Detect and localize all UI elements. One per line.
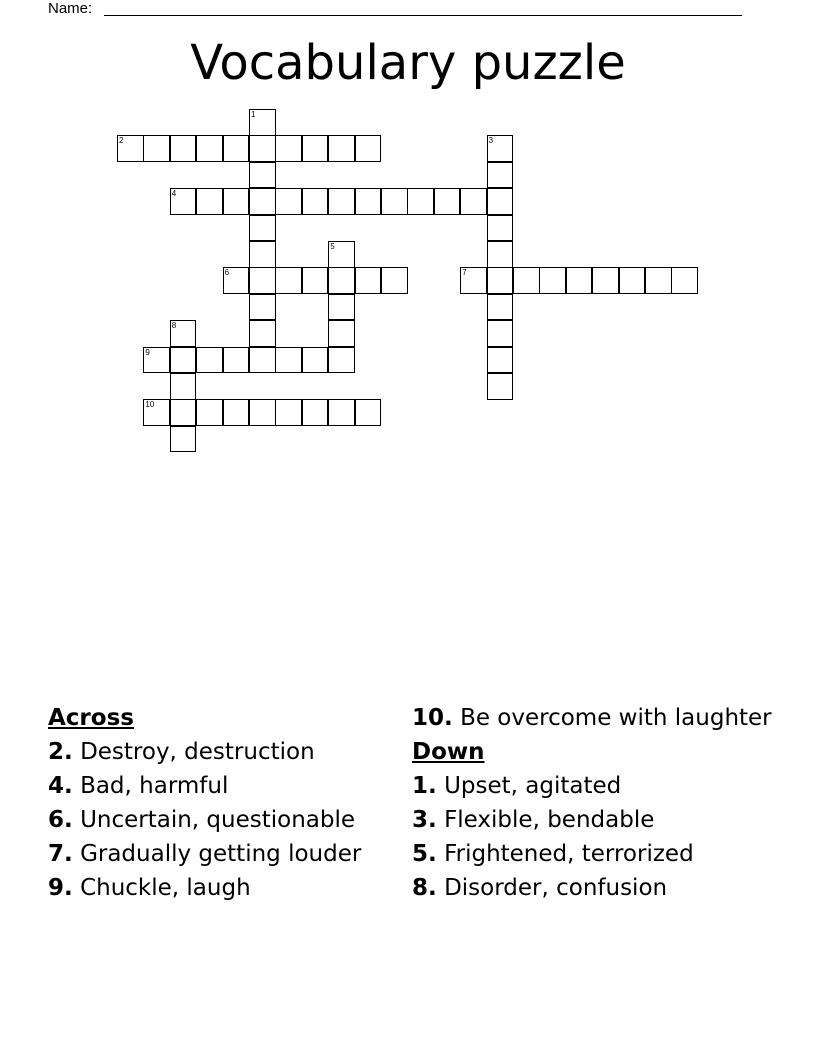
clue-down-3 [412,806,772,834]
grid-cell[interactable] [487,241,514,268]
grid-cell[interactable] [407,188,434,215]
grid-cell[interactable] [170,320,197,347]
grid-cell[interactable] [170,426,197,453]
grid-cell[interactable] [460,267,487,294]
grid-cell[interactable] [355,188,382,215]
clue-number-label: 1 [251,110,256,119]
clue-number-label: 6 [224,268,230,278]
grid-cell[interactable] [355,267,382,294]
grid-cell[interactable] [223,135,250,162]
grid-cell[interactable] [302,188,329,215]
grid-cell[interactable] [170,188,197,215]
clue-number-label: 3 [488,136,494,146]
clue-number: 7. [48,841,73,867]
clue-number-label: 9 [145,347,150,357]
grid-cell[interactable] [143,347,170,374]
grid-cell[interactable] [249,399,276,426]
grid-cell[interactable] [513,267,540,294]
clue-number-label: 2 [119,136,124,146]
clue-across-4 [48,772,378,800]
grid-cell[interactable] [249,162,276,189]
clue-number: 9. [48,875,73,901]
grid-cell[interactable] [170,347,197,374]
grid-cell[interactable] [249,215,276,242]
grid-cell[interactable] [381,188,408,215]
grid-cell[interactable] [487,267,514,294]
clue-across-7 [48,840,378,868]
name-label: Name: [48,0,93,17]
grid-cell[interactable] [196,188,223,215]
grid-cell[interactable] [355,399,382,426]
grid-cell[interactable] [249,347,276,374]
grid-cell[interactable] [434,188,461,215]
clue-number-label: 8 [171,321,177,331]
grid-cell[interactable] [249,188,276,215]
clue-down-5 [412,840,772,868]
grid-cell[interactable] [143,399,170,426]
clue-number-label: 7 [462,268,467,278]
grid-cell[interactable] [249,135,276,162]
grid-cell[interactable] [302,347,329,374]
grid-cell[interactable] [539,267,566,294]
clue-across-6 [48,806,378,834]
grid-cell[interactable] [249,267,276,294]
grid-cell[interactable] [196,399,223,426]
clue-number: 8. [412,875,437,901]
grid-cell[interactable] [275,188,302,215]
clue-text: Disorder, confusion [444,875,668,901]
grid-cell[interactable] [645,267,672,294]
grid-cell[interactable] [487,373,514,400]
clue-text: Destroy, destruction [80,739,315,765]
grid-cell[interactable] [328,188,355,215]
grid-cell[interactable] [249,320,276,347]
clue-down-8 [412,874,772,902]
clue-text: Be overcome with laughter [460,705,772,731]
grid-cell[interactable] [328,347,355,374]
clue-number-label: 5 [330,242,335,251]
grid-cell[interactable] [328,241,355,268]
grid-cell[interactable] [460,188,487,215]
clue-number: 4. [48,773,73,799]
clue-text: Bad, harmful [80,773,229,799]
clue-number: 3. [412,807,437,833]
grid-cell[interactable] [302,267,329,294]
grid-cell[interactable] [487,188,514,215]
grid-cell[interactable] [328,294,355,321]
grid-cell[interactable] [566,267,593,294]
grid-cell[interactable] [275,399,302,426]
grid-cell[interactable] [487,162,514,189]
grid-cell[interactable] [249,294,276,321]
grid-cell[interactable] [170,135,197,162]
grid-cell[interactable] [249,109,276,136]
grid-cell[interactable] [223,267,250,294]
grid-cell[interactable] [170,399,197,426]
clues-column-left [48,704,378,908]
clues-column-right [412,704,772,908]
grid-cell[interactable] [302,399,329,426]
clue-text: Upset, agitated [444,773,622,799]
grid-cell[interactable] [328,399,355,426]
page-title: Vocabulary puzzle [190,35,626,91]
clue-number: 10. [412,705,453,731]
crossword-grid [0,0,816,470]
grid-cell[interactable] [275,135,302,162]
clue-across-2 [48,738,378,766]
down-heading: Down [412,739,485,765]
grid-cell[interactable] [223,399,250,426]
clue-across-9 [48,874,378,902]
clue-text: Flexible, bendable [444,807,655,833]
grid-cell[interactable] [117,135,144,162]
clue-number: 2. [48,739,73,765]
grid-cell[interactable] [487,135,514,162]
grid-cell[interactable] [143,135,170,162]
grid-cell[interactable] [487,320,514,347]
grid-cell[interactable] [328,320,355,347]
clue-across-10 [412,704,772,732]
grid-cell[interactable] [275,347,302,374]
grid-cell[interactable] [328,135,355,162]
grid-cell[interactable] [223,347,250,374]
grid-cell[interactable] [328,267,355,294]
grid-cell[interactable] [302,135,329,162]
grid-cell[interactable] [275,267,302,294]
grid-cell[interactable] [355,135,382,162]
grid-cell[interactable] [381,267,408,294]
clue-text: Uncertain, questionable [80,807,356,833]
grid-cell[interactable] [223,188,250,215]
clue-number: 6. [48,807,73,833]
clue-text: Gradually getting louder [80,841,362,867]
clue-down-1 [412,772,772,800]
across-heading: Across [48,705,134,731]
grid-cell[interactable] [487,347,514,374]
clue-text: Frightened, terrorized [444,841,694,867]
grid-cell[interactable] [619,267,646,294]
grid-cell[interactable] [170,373,197,400]
grid-cell[interactable] [487,294,514,321]
clue-text: Chuckle, laugh [80,875,251,901]
clue-number-label: 4 [171,189,177,199]
grid-cell[interactable] [487,215,514,242]
grid-cell[interactable] [671,267,698,294]
clue-number: 5. [412,841,437,867]
grid-cell[interactable] [196,347,223,374]
grid-cell[interactable] [592,267,619,294]
clue-number-label: 10 [145,400,155,410]
grid-cell[interactable] [196,135,223,162]
clue-number: 1. [412,773,437,799]
grid-cell[interactable] [249,241,276,268]
